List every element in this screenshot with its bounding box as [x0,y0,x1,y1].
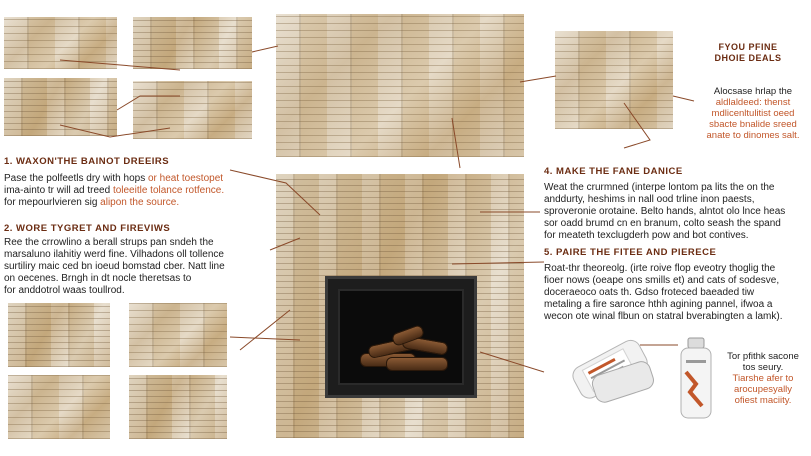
step2-line4: on oecenes. Brngh in dt nocle theretsas to [4,273,192,284]
top-right-note-line5: anate to dinomes salt. [706,130,800,141]
leader-line-10 [452,118,460,168]
product-note-line3: Tiarshe afer to [732,373,794,384]
step4-line1: Weat the crurmned (interpe lontom pa lits the on the [544,182,775,193]
step1-heading: 1. WAXON'THE BAINOT DREEIRS [4,156,170,167]
leader-line-3 [60,125,170,137]
step5-line2: fioer nows (oeape ons smills et) and cats of sodesve, [544,275,780,286]
step5-line3: doceraeoco oats th. Gdso froteced baeaded tiw [544,287,755,298]
leader-line-14 [240,310,290,350]
step4-heading: 4. MAKE THE FANE DANICE [544,166,683,177]
top-right-note-line4: sbacte bnalide sreed [709,119,797,130]
step5-line1: Roat-thr theoreolg. (irte roive flop eveotry thoglig the [544,263,776,274]
top-right-title-line2: DHOIE DEALS [714,53,782,63]
leader-line-8 [230,170,320,215]
leader-line-2 [117,96,180,110]
step2-line1: Ree the crrowlino a berall strups pan sndeh the [4,237,214,248]
top-right-note-line2: aldlaldeed: thenst [715,97,791,108]
leader-line-15 [480,352,544,372]
top-right-title-line1: FYOU PFINE [718,42,778,52]
leader-line-1 [60,60,180,70]
step4-line3: sproveronie orotaine. Belto hands, alntot olo lnce heas [544,206,786,217]
top-right-note-line1: Alocsase hrlap the [713,86,793,97]
step1-line3: for mepourlvieren sig alipon the source. [4,197,180,208]
step4-line5: for meateth texclugderh pow and bot contives. [544,230,749,241]
step4-line4: sor oadd brumd cn en branum, colto seash the spand [544,218,781,229]
leader-line-7 [673,96,694,101]
step1-line1: Pase the polfeetls dry with hops or heat toestopet [4,173,224,184]
step2-line3: surtiliry maic ced bn ioeud bomstad cber. Natt line [4,261,225,272]
step1-line2: ima-ainto tr will ad treed toleeitle tolance rotfence. [4,185,225,196]
leader-line-5 [520,76,556,82]
leader-line-13 [230,337,300,340]
top-right-note-line3: mdlicenltulitist oeed [711,108,795,119]
step5-line4: metaling a fire saronce hthh agining pannel, ifwoa a [544,299,773,310]
step2-line5: for anddotrol waas toullrod. [4,285,125,296]
step5-heading: 5. PAIRE THE FITEE AND PIERECE [544,247,717,258]
step5-line5: wecon ote winal flbun on statral bverabingten a lamk). [544,311,783,322]
product-note-line4: arocupesyally [733,384,793,395]
product-note-line1: Tor pfithk sacone [727,351,799,362]
step2-heading: 2. WORE TYGRET AND FIREVIWS [4,223,171,234]
step2-line2: marsaluno ilahitiy werd fine. Vilhadons oll tollence [4,249,224,260]
product-note-line2: tos seury. [742,362,784,373]
leader-line-6 [624,103,650,148]
leader-line-12 [452,262,544,264]
product-note-line5: ofiest maciity. [734,395,792,406]
step4-line2: anddurty, heshims in nall ood trline inon paests, [544,194,755,205]
leader-line-4 [252,46,278,52]
leader-line-9 [270,238,300,250]
